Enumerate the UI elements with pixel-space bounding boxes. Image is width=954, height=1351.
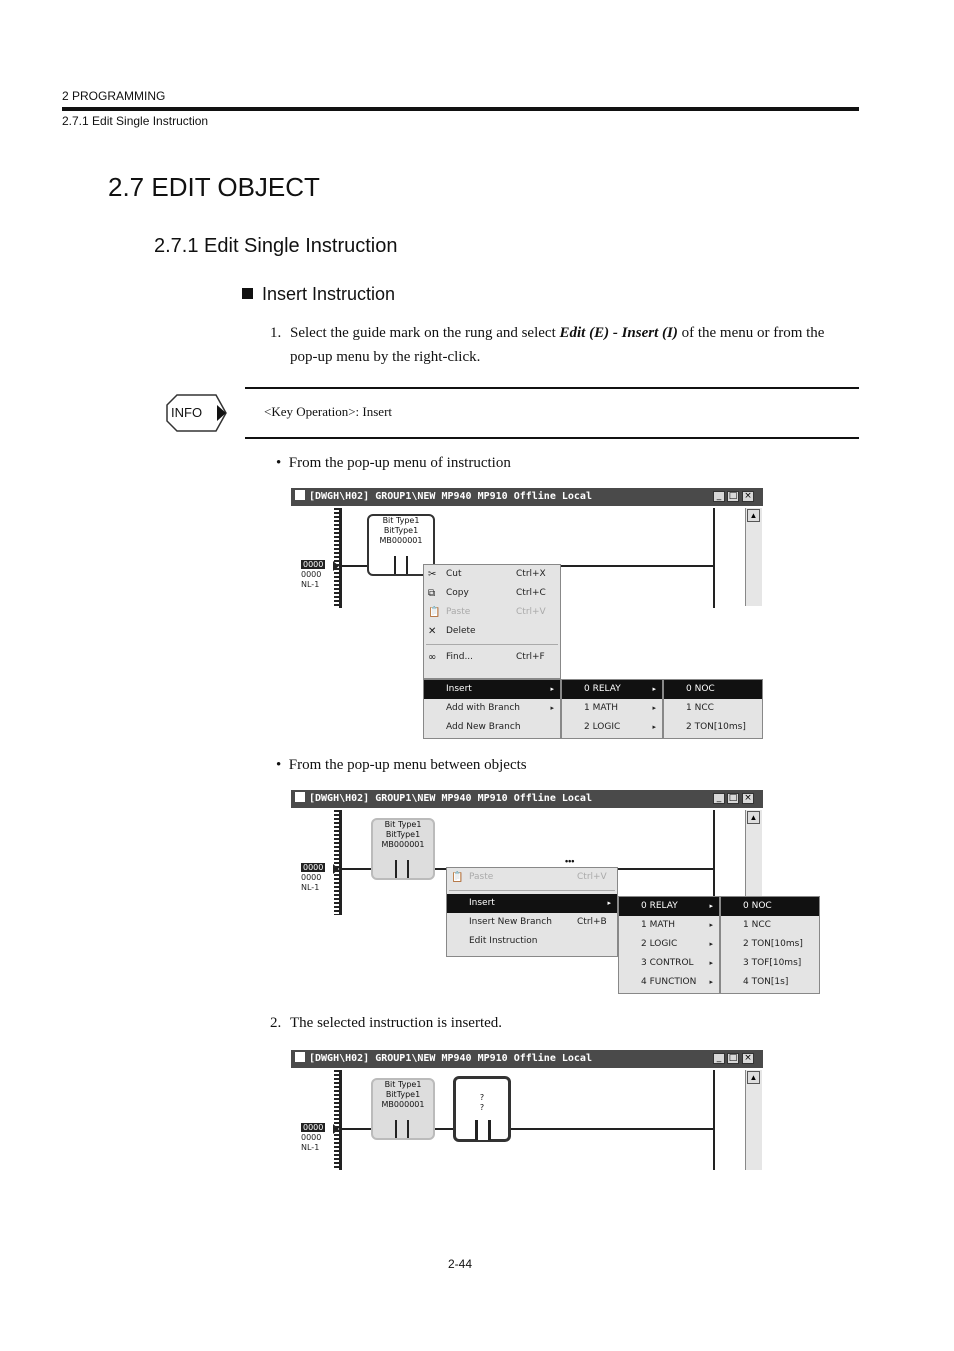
copy-icon: ⧉ <box>428 588 436 599</box>
submenu-item-ton-10ms[interactable]: 2 TON[10ms] <box>686 722 746 732</box>
step-2-number: 2. <box>270 1015 282 1031</box>
maximize-button[interactable]: □ <box>728 491 738 501</box>
menu-item-insert[interactable]: Insert ▸ <box>424 680 560 699</box>
submenu-item-ncc[interactable]: 1 NCC <box>743 920 771 930</box>
info-badge-label: INFO <box>171 405 203 420</box>
minimize-button[interactable]: _ <box>713 793 725 804</box>
vertical-scrollbar[interactable] <box>745 1070 762 1170</box>
info-text: <Key Operation>: Insert <box>264 404 393 419</box>
bullet-2-text: From the pop-up menu between objects <box>288 757 527 773</box>
submenu-item-logic[interactable]: 2 LOGIC ▸ <box>562 718 662 737</box>
menu-item-paste[interactable]: 📋 Paste Ctrl+V <box>424 603 560 622</box>
step-1-text-a: Select the guide mark on the rung and select <box>290 325 560 341</box>
paste-icon: 📋 <box>428 607 441 618</box>
right-power-rail <box>713 1070 715 1170</box>
window-menu-icon[interactable] <box>295 792 305 802</box>
menu-item-copy[interactable]: ⧉ Copy Ctrl+C <box>424 584 560 603</box>
rail-hatching <box>334 508 339 608</box>
scroll-up-arrow-icon[interactable]: ▲ <box>747 811 760 824</box>
delete-icon: ✕ <box>428 626 437 637</box>
inserted-contact-icon <box>475 1120 491 1140</box>
left-power-rail <box>339 508 342 608</box>
bullet-1: • From the pop-up menu of instruction <box>276 455 511 471</box>
menu-item-delete[interactable]: ✕ Delete <box>424 622 560 641</box>
context-menu-1-insert-group <box>423 679 561 739</box>
rung-number[interactable]: 0000 0000 NL-1 <box>301 1123 324 1152</box>
submenu-2-category <box>618 896 720 994</box>
submenu-item-noc[interactable]: 0 NOC <box>721 897 819 916</box>
rung-number[interactable]: 0000 0000 NL-1 <box>301 863 324 892</box>
submenu-arrow-icon: ▸ <box>709 940 713 948</box>
submenu-1-category <box>561 679 663 739</box>
vertical-scrollbar[interactable] <box>745 508 762 606</box>
rail-hatching <box>334 810 339 915</box>
minimize-button[interactable]: _ <box>713 1053 725 1064</box>
submenu-item-tof-10ms[interactable]: 3 TOF[10ms] <box>743 958 802 968</box>
screenshot-2-title: [DWGH\H02] GROUP1\NEW MP940 MP910 Offline Local <box>309 793 592 804</box>
paste-icon: 📋 <box>451 872 464 883</box>
left-power-rail <box>339 1070 342 1170</box>
square-bullet-icon <box>242 288 253 299</box>
menu-item-add-new-branch[interactable]: Add New Branch <box>446 722 521 732</box>
page-number: 2-44 <box>448 1257 473 1271</box>
instruction-block[interactable]: Bit Type1 BitType1 MB000001 <box>371 1078 435 1140</box>
submenu-item-relay[interactable]: 0 RELAY ▸ <box>562 680 662 699</box>
submenu-item-math[interactable]: 1 MATH ▸ <box>619 916 719 935</box>
screenshot-3-titlebar <box>291 1050 763 1068</box>
screenshot-3-window <box>291 1050 763 1172</box>
submenu-item-ton-1s[interactable]: 4 TON[1s] <box>743 977 789 987</box>
submenu-arrow-icon: ▸ <box>652 704 656 712</box>
submenu-item-ton-10ms[interactable]: 2 TON[10ms] <box>743 939 803 949</box>
subsection-title: 2.7.1 Edit Single Instruction <box>154 235 398 257</box>
submenu-item-ncc[interactable]: 1 NCC <box>686 703 714 713</box>
menu-item-paste[interactable]: 📋 Paste Ctrl+V <box>447 868 617 887</box>
close-button[interactable]: × <box>742 1053 754 1064</box>
info-rule-top <box>245 387 859 389</box>
step-1-text-b: of the menu or from the <box>677 325 825 341</box>
menu-separator <box>426 644 558 645</box>
window-menu-icon[interactable] <box>295 1052 305 1062</box>
submenu-arrow-icon: ▸ <box>652 723 656 731</box>
context-menu-1 <box>423 564 561 679</box>
submenu-arrow-icon: ▸ <box>652 685 656 693</box>
submenu-arrow-icon: ▸ <box>709 902 713 910</box>
submenu-item-logic[interactable]: 2 LOGIC ▸ <box>619 935 719 954</box>
submenu-item-relay[interactable]: 0 RELAY ▸ <box>619 897 719 916</box>
submenu-item-function[interactable]: 4 FUNCTION ▸ <box>619 973 719 992</box>
window-menu-icon[interactable] <box>295 490 305 500</box>
section-title: 2.7 EDIT OBJECT <box>108 172 320 202</box>
running-header-section: 2.7.1 Edit Single Instruction <box>62 114 209 128</box>
rung-arrow-icon <box>333 864 339 874</box>
left-power-rail <box>339 810 342 915</box>
submenu-arrow-icon: ▸ <box>550 685 554 693</box>
step-1-number: 1. <box>270 325 282 341</box>
bullet-2: • From the pop-up menu between objects <box>276 757 527 773</box>
right-power-rail <box>713 508 715 608</box>
inserted-instruction-block[interactable]: ? ? <box>453 1076 511 1142</box>
submenu-arrow-icon: ▸ <box>709 921 713 929</box>
screenshot-1-titlebar <box>291 488 763 506</box>
instruction-block[interactable]: Bit Type1 BitType1 MB000001 <box>371 818 435 880</box>
submenu-arrow-icon: ▸ <box>550 704 554 712</box>
screenshot-2-titlebar <box>291 790 763 808</box>
submenu-arrow-icon: ▸ <box>709 978 713 986</box>
insert-guide-mark[interactable]: ••• <box>565 856 575 866</box>
step-2-text: The selected instruction is inserted. <box>290 1015 503 1031</box>
topic-heading <box>242 284 395 305</box>
screenshot-3-title: [DWGH\H02] GROUP1\NEW MP940 MP910 Offline Local <box>309 1053 592 1064</box>
binoculars-icon: ∞ <box>428 652 437 663</box>
submenu-1-instruction <box>663 679 763 739</box>
no-contact-icon <box>394 556 408 574</box>
scroll-up-arrow-icon[interactable]: ▲ <box>747 509 760 522</box>
menu-separator <box>449 890 615 891</box>
topic-heading-text: Insert Instruction <box>262 284 396 304</box>
menu-item-cut[interactable]: ✂ Cut Ctrl+X <box>424 565 560 584</box>
bullet-1-text: From the pop-up menu of instruction <box>288 455 511 471</box>
step-1-line2: pop-up menu by the right-click. <box>290 349 481 365</box>
rail-hatching <box>334 1070 339 1170</box>
menu-item-add-with-branch[interactable]: Add with Branch ▸ <box>424 699 560 718</box>
scissors-icon: ✂ <box>428 569 437 580</box>
submenu-arrow-icon: ▸ <box>709 959 713 967</box>
step-1-emphasis: Edit (E) - Insert (I) <box>559 325 678 341</box>
menu-item-insert[interactable]: Insert ▸ <box>447 894 617 913</box>
submenu-2-instruction <box>720 896 820 994</box>
menu-item-find[interactable]: ∞ Find... Ctrl+F <box>424 648 560 667</box>
submenu-item-math[interactable]: 1 MATH ▸ <box>562 699 662 718</box>
rung-number[interactable]: 0000 0000 NL-1 <box>301 560 324 589</box>
screenshot-1-title: [DWGH\H02] GROUP1\NEW MP940 MP910 Offline Local <box>309 491 592 502</box>
running-header-chapter: 2 PROGRAMMING <box>62 89 166 103</box>
maximize-button[interactable]: □ <box>728 1053 738 1063</box>
maximize-button[interactable]: □ <box>728 793 738 803</box>
scroll-up-arrow-icon[interactable]: ▲ <box>747 1071 760 1084</box>
info-rule-bottom <box>245 437 859 439</box>
submenu-item-control[interactable]: 3 CONTROL ▸ <box>619 954 719 973</box>
close-button[interactable]: × <box>742 793 754 804</box>
rung-arrow-icon <box>333 561 339 571</box>
no-contact-icon <box>395 860 409 878</box>
menu-item-insert-new-branch[interactable]: Insert New Branch Ctrl+B <box>469 917 607 927</box>
no-contact-icon <box>395 1120 409 1138</box>
close-button[interactable]: × <box>742 491 754 502</box>
context-menu-2 <box>446 867 618 957</box>
header-rule <box>62 107 859 111</box>
submenu-arrow-icon: ▸ <box>607 899 611 907</box>
instruction-block[interactable]: Bit Type1 BitType1 MB000001 <box>367 514 435 576</box>
minimize-button[interactable]: _ <box>713 491 725 502</box>
submenu-item-noc[interactable]: 0 NOC <box>664 680 762 699</box>
rung-arrow-icon <box>333 1124 339 1134</box>
menu-item-edit-instruction[interactable]: Edit Instruction <box>469 936 538 946</box>
step-1-text <box>290 325 860 342</box>
